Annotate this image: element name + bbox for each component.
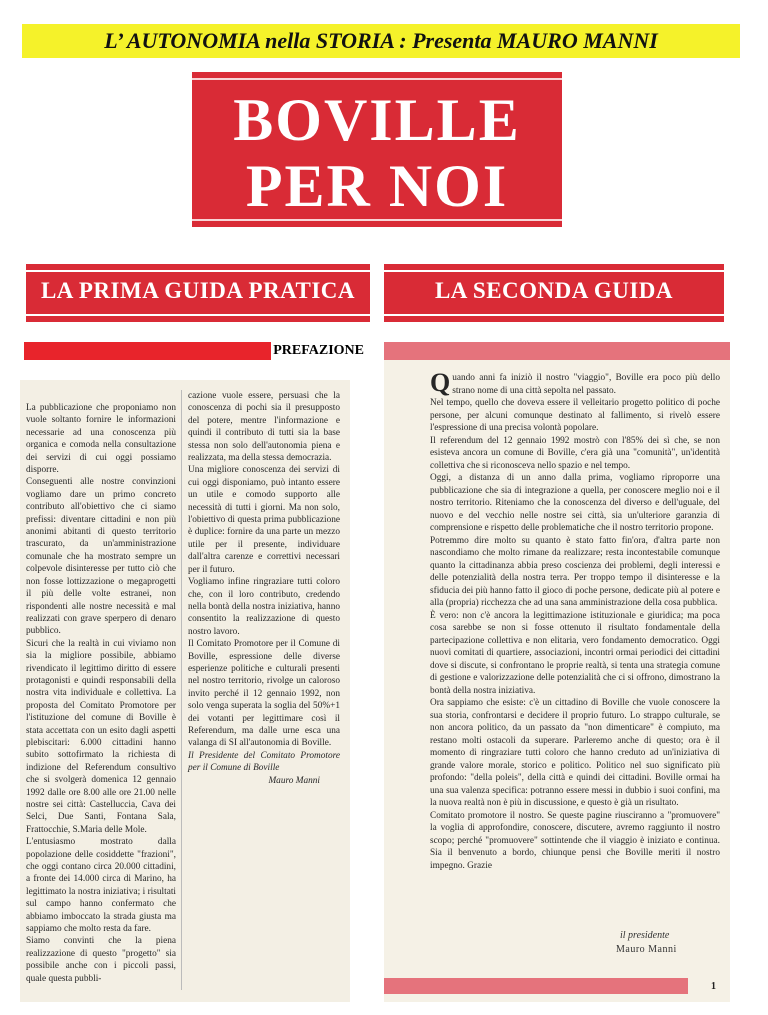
first-guide-title: LA PRIMA GUIDA PRATICA bbox=[40, 278, 356, 303]
paragraph: È vero: non c'è ancora la legittimazione istituzionale e giuridica; ma poca cosa sarebbe se non si fosse ottenuto il risultato fondamentale della partecipazione collettiva e non elitaria, vero fondamento democratico. Oggi nuovi comitati di quartiere, associazioni, incontri ormai periodici dei cittadini dove si discute, si confrontano le proprie realtà, si tenta una strategia comune di gestione e valorizzazione delle potenzialità che ci si offrono, dimostrano la bontà della nostra iniziativa. bbox=[430, 610, 720, 696]
paragraph-text: uando anni fa iniziò il nostro "viaggio", Boville era poco più dello strano nome di una città sepolta nel passato. bbox=[452, 373, 720, 396]
preface-column-2 bbox=[188, 390, 340, 787]
second-guide-text bbox=[430, 368, 720, 872]
paragraph: Una migliore conoscenza dei servizi di cui oggi disponiamo, può intanto essere un utile e comodo supporto alle necessità di tutti i giorni. Ma non solo, l'obiettivo di questa prima pubblicazione è duplice: fornire da una parte un mezzo utile per il presente, individuare dall'altra carenze e correttivi necessari per il futuro. bbox=[188, 465, 340, 575]
page-number: 1 bbox=[711, 981, 716, 992]
header-banner bbox=[22, 24, 740, 58]
column-divider bbox=[181, 390, 182, 990]
guide-stripe bbox=[384, 270, 724, 272]
guide-stripe bbox=[384, 314, 724, 316]
header-title: L’ AUTONOMIA nella STORIA : Presenta MAURO MANNI bbox=[104, 28, 658, 53]
page-bottom-bar bbox=[384, 978, 688, 994]
preface-title: PREFAZIONE bbox=[273, 343, 364, 358]
paragraph: Sicuri che la realtà in cui viviamo non sia la migliore possibile, abbiamo rivendicato il legittimo diritto di essere protagonisti e quindi responsabili della nostra vita individuale e collettiva. La proposta del Comitato Promotore per l'istituzione del comune di Boville è stata accettata con un esito dagli aspetti plebiscitari: 6.000 cittadini hanno subito sottofirmato la richiesta di indizione del Referendum consultivo che si svolgerà domenica 12 gennaio 1992 dalle ore 8.00 alle ore 21.00 nelle nostre sei città: Castelluccia, Cava dei Selci, Due Santi, Fontana Sala, Frattocchie, S.Maria delle Mole. bbox=[26, 638, 176, 835]
paragraph: La pubblicazione che proponiamo non vuole soltanto fornire le informazioni necessarie ad una conoscenza più organica e comoda nella consultazione dei servizi di cui oggi possiamo disporre. bbox=[26, 403, 176, 476]
paragraph bbox=[430, 368, 720, 397]
guide-stripe bbox=[26, 270, 370, 272]
logo-stripe bbox=[192, 219, 562, 221]
paragraph: Comitato promotore il nostro. Se queste pagine riusciranno a "promuovere" la voglia di approfondire, conoscere, discutere, avremo raggiunto il nostro scopo; perché "promuovere" sottintende che il viaggio è iniziato e continua. Sia il benvenuto a bordo, chiunque pensi che Boville meriti il nostro impegno. Grazie bbox=[430, 810, 720, 871]
paragraph: Il Comitato Promotore per il Comune di Boville, espressione delle diverse esperienze politiche e culturali presenti nel nostro territorio, rivolge un caloroso invito perché il 12 gennaio 1992, non solo venga superata la soglia del 50%+1 dei votanti per legittimare così il Referendum, ma dalle urne esca una valanga di SI all'autonomia di Boville. bbox=[188, 639, 340, 749]
paragraph: Oggi, a distanza di un anno dalla prima, vogliamo riproporre una pubblicazione che sia di integrazione a quella, per conoscere meglio noi e il nostro territorio. Riteniamo che la conoscenza del diverso e dell'uguale, del nuovo e del vecchio nelle nostre sei città, sia un'ulteriore garanzia di comprensione e rispetto delle problematiche che il nostro territorio propone. bbox=[430, 473, 720, 533]
paragraph: Ora sappiamo che esiste: c'è un cittadino di Boville che vuole conoscere la sua storia, confrontarsi e decidere il proprio futuro. Lo strappo culturale, se non ancora politico, da un passato da "non dimenticare" è compiuto, ma restano molti ostacoli da superare. Parleremo anche di questo; ora è il momento di ringraziare tutti coloro che hanno creduto ad un'iniziativa di grande valore morale, storico e politico. Politico nel suo significato più profondo: "della poleis", della città e quindi dei cittadini. Boville ormai ha una sua valenza specifica: potranno essere messi in dubbio i suoi confini, ma la nuova realtà non è più in discussione, e questo è già un risultato. bbox=[430, 698, 720, 808]
second-guide-page bbox=[384, 342, 730, 1002]
signature-name: Mauro Manni bbox=[268, 775, 320, 786]
paragraph: L'entusiasmo mostrato dalla popolazione delle cosiddette "frazioni", che oggi contano circa 20.000 cittadini, a fronte dei 14.000 circa di Marino, ha legittimato la nostra iniziativa; i risultati sul campo hanno confermato che abbiamo imboccato la strada giusta ma sappiamo che molto resta da fare. bbox=[26, 837, 176, 935]
guide-stripe bbox=[26, 314, 370, 316]
first-guide-banner bbox=[26, 264, 370, 322]
paragraph: cazione vuole essere, persuasi che la conoscenza di pochi sia il presupposto del potere, mentre l'informazione e quindi il contributo di tutti sia la base stessa non solo dell'autonomia piena e realizzata, ma della stessa democrazia. bbox=[188, 391, 340, 464]
logo-line-1: BOVILLE bbox=[233, 87, 521, 153]
second-guide-title: LA SECONDA GUIDA bbox=[434, 278, 674, 303]
page-top-bar bbox=[384, 342, 730, 360]
first-guide-page bbox=[20, 380, 350, 1002]
logo-line-2: PER NOI bbox=[245, 153, 509, 219]
logo-stripe bbox=[192, 78, 562, 80]
preface-bar bbox=[24, 342, 366, 360]
signature-title: Il Presidente del Comitato Promotore per il Comune di Boville bbox=[188, 750, 340, 774]
paragraph: Potremmo dire molto su quanto è stato fatto fin'ora, d'altra parte non nascondiamo che molto rimane da realizzare; resta incontestabile comunque quanto la cittadinanza abbia preso coscienza dei problemi, degli interessi e delle potenzialità della nostra terra. Per troppo tempo il disinteresse e la sfiducia dei più hanno fatto il gioco di poche persone, dedicate più al potere e alla (propria) ricchezza che ad una sana amministrazione della cosa pubblica. bbox=[430, 535, 720, 608]
paragraph: Vogliamo infine ringraziare tutti coloro che, con il loro contributo, credendo nella bontà della nostra iniziativa, hanno consentito la realizzazione di questo nostro lavoro. bbox=[188, 577, 340, 637]
second-guide-banner bbox=[384, 264, 724, 322]
preface-column-1 bbox=[26, 402, 176, 985]
drop-cap: Q bbox=[430, 368, 451, 397]
paragraph: Nel tempo, quello che doveva essere il velleitario progetto politico di poche persone, per alcuni comunque destinato al fallimento, si rivelò essere l'espressione di una precisa volontà popolare. bbox=[430, 398, 720, 433]
paragraph: Il referendum del 12 gennaio 1992 mostrò con l'85% dei sì che, se non esisteva ancora un comune di Boville, c'era già una "comunità", un'identità collettiva che si riconosceva nello spazio e nel tempo. bbox=[430, 435, 720, 471]
paragraph: Siamo convinti che la piena realizzazione di questo "progetto" sia possibile anche con i piccoli passi, quale questa pubbli- bbox=[26, 936, 176, 984]
signature-title: il presidente bbox=[620, 930, 670, 941]
paragraph: Conseguenti alle nostre convinzioni vogliamo dare un primo concreto contributo all'obiettivo che ci siamo prefissi: diventare cittadini e non più anonimi abitanti di questo territorio trascurato, da un'amministrazione comunale che ha mostrato sempre un colpevole disinteresse per tutto ciò che non fosse lottizzazione o megaprogetti il più delle volte estranei, non rispondenti alle nostre necessità e mal realizzati con grave sperpero di denaro pubblico. bbox=[26, 477, 176, 637]
signature-name: Mauro Manni bbox=[616, 944, 677, 955]
boville-per-noi-logo bbox=[192, 72, 562, 227]
